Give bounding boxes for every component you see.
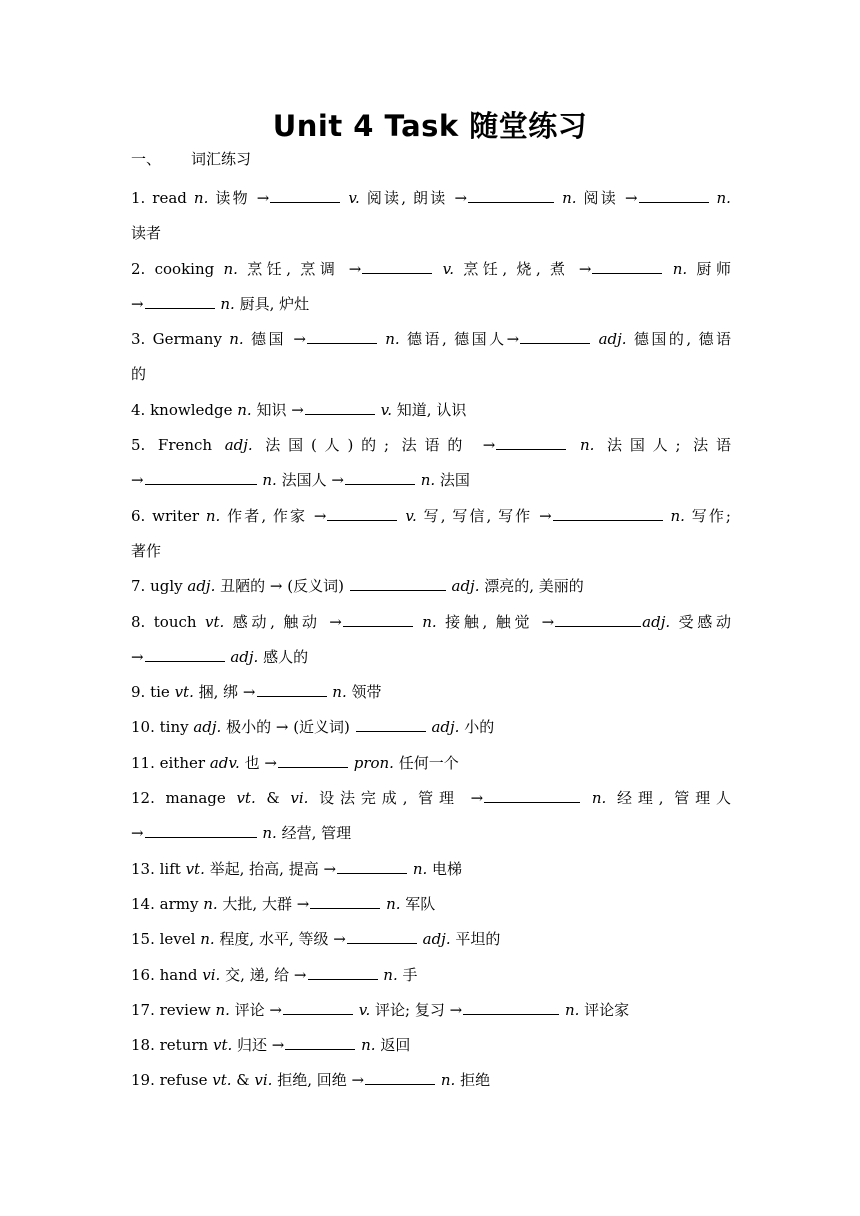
line-text [414, 613, 422, 631]
part-of-speech: n. [383, 965, 398, 984]
exercise-line [131, 816, 731, 851]
answer-blank[interactable] [347, 929, 417, 944]
line-text: 法国(人)的; 法语的 → [252, 436, 496, 455]
line-text: 5. French [131, 436, 225, 455]
answer-blank[interactable] [345, 470, 415, 485]
part-of-speech: n. [422, 612, 437, 631]
exercise-line [131, 287, 731, 322]
part-of-speech: adj. [193, 718, 222, 737]
answer-blank[interactable] [468, 188, 554, 203]
answer-blank[interactable] [307, 329, 377, 344]
part-of-speech: v. [405, 506, 417, 525]
exercise-line [131, 252, 731, 287]
part-of-speech: n. [220, 294, 235, 313]
part-of-speech: n. [670, 506, 685, 525]
part-of-speech: adj. [422, 930, 451, 949]
line-text [581, 789, 592, 807]
line-text: 17. review [131, 1000, 216, 1019]
line-text: 德国 → [243, 330, 306, 349]
line-text: 11. either [131, 753, 210, 772]
part-of-speech: n. [229, 330, 244, 349]
part-of-speech: v. [380, 400, 393, 419]
part-of-speech: adj. [224, 436, 253, 455]
answer-blank[interactable] [257, 682, 327, 697]
line-text: & [255, 789, 291, 808]
answer-blank[interactable] [278, 753, 348, 768]
answer-blank[interactable] [555, 612, 641, 627]
part-of-speech: n. [591, 789, 607, 808]
answer-blank[interactable] [520, 329, 590, 344]
answer-blank[interactable] [145, 823, 257, 838]
part-of-speech: vi. [202, 965, 221, 984]
line-text: 也 → [239, 753, 277, 772]
exercise-line [131, 922, 731, 957]
line-text: → [131, 647, 144, 666]
line-text: 感动, 触动 → [224, 612, 342, 631]
page-title: Unit 4 Task 随堂练习 [272, 109, 588, 143]
part-of-speech: vi. [290, 789, 309, 808]
line-text: 返回 [375, 1036, 411, 1055]
line-text: 拒绝, 回绝 → [272, 1071, 365, 1090]
line-text: 平坦的 [450, 930, 501, 949]
answer-blank[interactable] [592, 259, 662, 274]
answer-blank[interactable] [270, 188, 340, 203]
line-text: 烹饪, 烹调 → [237, 259, 362, 278]
line-text: 法国人 → [276, 471, 344, 490]
part-of-speech: v. [358, 1000, 371, 1019]
line-text: 任何一个 [393, 753, 459, 772]
part-of-speech: n. [361, 1036, 376, 1055]
line-text: 经理, 管理人 [606, 789, 731, 808]
line-text: 2. cooking [131, 259, 224, 278]
answer-blank[interactable] [327, 506, 397, 521]
line-text: 9. tie [131, 683, 175, 702]
line-text: 评论; 复习 → [370, 1000, 463, 1019]
exercise-line [131, 569, 731, 604]
exercise-line [131, 534, 731, 569]
line-text: 拒绝 [455, 1071, 491, 1090]
line-text: 极小的 → (近义词) [221, 718, 355, 737]
part-of-speech: n. [205, 506, 221, 525]
line-text: 大批, 大群 → [217, 894, 310, 913]
section-heading [131, 148, 251, 169]
line-text: 13. lift [131, 859, 186, 878]
answer-blank[interactable] [145, 294, 215, 309]
part-of-speech: adv. [209, 753, 240, 772]
exercise-line [131, 640, 731, 675]
section-label: 词汇练习 [191, 150, 252, 168]
line-text: 厨具, 炉灶 [234, 294, 310, 313]
line-text: 8. touch [131, 612, 206, 631]
line-text: 交, 递, 给 → [220, 965, 307, 984]
exercise-line [131, 993, 731, 1028]
answer-blank[interactable] [285, 1035, 355, 1050]
line-text: 受感动 [670, 612, 731, 631]
line-text: 知道, 认识 [392, 400, 467, 419]
line-text: 烹饪, 烧, 煮 → [454, 259, 592, 278]
part-of-speech: n. [200, 930, 215, 949]
section-number: 一、 [131, 150, 162, 168]
line-text [710, 189, 717, 207]
line-text: 厨师 [687, 259, 731, 278]
part-of-speech: adj. [187, 577, 216, 596]
answer-blank[interactable] [145, 647, 225, 662]
answer-blank[interactable] [283, 1000, 353, 1015]
part-of-speech: vt. [236, 789, 256, 808]
exercise-line [131, 605, 731, 640]
line-text [591, 330, 598, 348]
part-of-speech: n. [223, 259, 238, 278]
line-text: 军队 [400, 894, 436, 913]
line-text: 15. level [131, 930, 201, 949]
exercise-line [131, 710, 731, 745]
part-of-speech: adj. [598, 330, 627, 349]
part-of-speech: n. [562, 189, 577, 207]
line-text: 阅读 → [576, 189, 638, 207]
answer-blank[interactable] [356, 717, 426, 732]
line-text: 18. return [131, 1036, 213, 1055]
answer-blank[interactable] [484, 788, 580, 803]
part-of-speech: pron. [353, 753, 394, 772]
answer-blank[interactable] [305, 400, 375, 415]
part-of-speech: adj. [431, 718, 460, 737]
exercise-line [131, 499, 731, 534]
answer-blank[interactable] [343, 612, 413, 627]
exercise-line [131, 1028, 731, 1063]
exercise-line [131, 781, 731, 816]
line-text [663, 260, 672, 278]
line-text: 读物 → [208, 189, 270, 207]
line-text: 接触, 触觉 → [436, 612, 555, 631]
line-text: 16. hand [131, 965, 203, 984]
exercise-line [131, 1063, 731, 1098]
exercise-line [131, 958, 731, 993]
line-text: 程度, 水平, 等级 → [214, 930, 346, 949]
line-text: 写作; [684, 506, 731, 525]
part-of-speech: adj. [642, 612, 671, 631]
answer-blank[interactable] [310, 894, 380, 909]
line-text: 作者, 作家 → [220, 506, 327, 525]
line-text: & [231, 1071, 255, 1090]
answer-blank[interactable] [308, 965, 378, 980]
answer-blank[interactable] [639, 188, 709, 203]
line-text: 德国的, 德语 [626, 330, 731, 349]
exercise-line [131, 746, 731, 781]
answer-blank[interactable] [553, 506, 663, 521]
line-text: → [131, 294, 144, 313]
part-of-speech: n. [716, 189, 731, 207]
part-of-speech: vt. [212, 1036, 233, 1055]
exercise-line [131, 887, 731, 922]
part-of-speech: v. [442, 259, 455, 278]
answer-blank[interactable] [350, 576, 446, 591]
exercise-line [131, 428, 731, 463]
part-of-speech: adj. [230, 647, 259, 666]
line-text: 的 [131, 365, 147, 384]
part-of-speech: n. [420, 471, 436, 490]
line-text: 捆, 绑 → [193, 683, 256, 702]
exercise-line [131, 181, 731, 216]
line-text: 评论家 [579, 1000, 630, 1019]
exercise-line [131, 322, 731, 357]
answer-blank[interactable] [145, 470, 257, 485]
line-text: 知识 → [251, 400, 304, 419]
answer-blank[interactable] [496, 435, 566, 450]
part-of-speech: n. [237, 400, 252, 419]
part-of-speech: vt. [205, 612, 225, 631]
line-text [555, 189, 562, 207]
part-of-speech: n. [579, 436, 595, 455]
part-of-speech: n. [564, 1000, 580, 1019]
line-text: 漂亮的, 美丽的 [479, 577, 584, 596]
line-text: 举起, 抬高, 提高 → [204, 859, 337, 878]
line-text: 法国人; 法语 [594, 436, 731, 455]
line-text: 1. read [131, 189, 194, 207]
line-text: 著作 [131, 541, 162, 560]
answer-blank[interactable] [365, 1070, 435, 1085]
part-of-speech: n. [385, 330, 400, 349]
exercise-line [131, 216, 731, 251]
answer-blank[interactable] [463, 1000, 559, 1015]
part-of-speech: n. [672, 259, 688, 278]
part-of-speech: n. [203, 894, 218, 913]
part-of-speech: n. [412, 859, 428, 878]
line-text: 归还 → [232, 1036, 285, 1055]
part-of-speech: n. [262, 824, 277, 843]
line-text: 7. ugly [131, 577, 188, 596]
line-text: 小的 [459, 718, 495, 737]
part-of-speech: n. [440, 1071, 456, 1090]
exercise-line [131, 357, 731, 392]
part-of-speech: n. [262, 471, 277, 490]
part-of-speech: vt. [185, 859, 205, 878]
line-text: 感人的 [258, 647, 309, 666]
answer-blank[interactable] [337, 859, 407, 874]
line-text: → [131, 471, 144, 490]
line-text: 读者 [131, 224, 162, 243]
line-text: 14. army [131, 894, 204, 913]
line-text [433, 260, 442, 278]
line-text: 德语, 德国人→ [399, 330, 520, 349]
line-text: 6. writer [131, 506, 206, 525]
line-text: → [131, 824, 144, 843]
line-text: 评论 → [229, 1000, 282, 1019]
part-of-speech: vt. [174, 683, 194, 702]
exercise-line [131, 393, 731, 428]
line-text: 4. knowledge [131, 400, 238, 419]
line-text: 领带 [346, 683, 382, 702]
part-of-speech: n. [332, 683, 347, 702]
line-text: 19. refuse [131, 1071, 213, 1090]
part-of-speech: v. [348, 189, 360, 207]
part-of-speech: n. [193, 189, 209, 207]
part-of-speech: n. [386, 894, 401, 913]
part-of-speech: n. [215, 1000, 230, 1019]
line-text: 电梯 [427, 859, 463, 878]
line-text: 10. tiny [131, 718, 194, 737]
exercise-line [131, 852, 731, 887]
part-of-speech: vt. [212, 1071, 232, 1090]
line-text [567, 436, 580, 454]
exercise-line [131, 463, 731, 498]
part-of-speech: vi. [254, 1071, 273, 1090]
line-text: 经营, 管理 [276, 824, 352, 843]
line-text: 3. Germany [131, 330, 230, 349]
line-text: 丑陋的 → (反义词) [215, 577, 349, 596]
part-of-speech: adj. [451, 577, 480, 596]
line-text: 设法完成, 管理 → [308, 789, 484, 808]
line-text: 手 [397, 965, 418, 984]
line-text: 写, 写信, 写作 → [416, 506, 552, 525]
line-text: 12. manage [131, 789, 237, 808]
exercise-line [131, 675, 731, 710]
exercise-list [131, 181, 731, 1099]
line-text: 阅读, 朗读 → [359, 189, 468, 207]
answer-blank[interactable] [362, 259, 432, 274]
line-text: 法国 [435, 471, 470, 490]
